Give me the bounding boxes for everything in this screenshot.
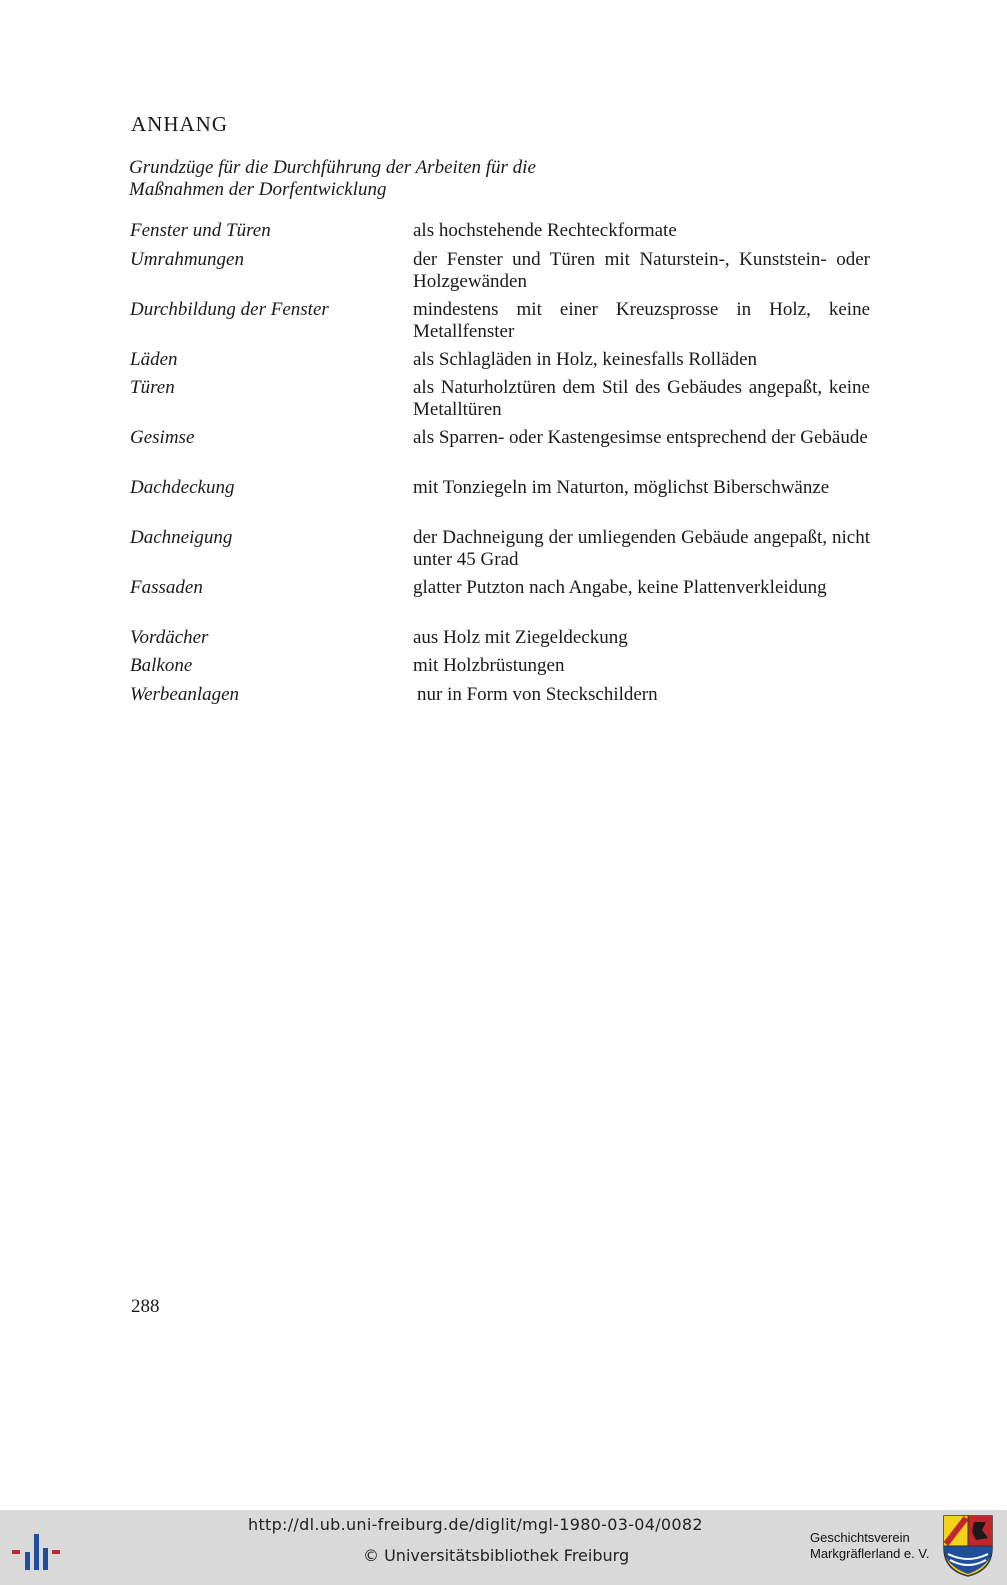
- rule-term: Dachneigung: [130, 527, 233, 548]
- rule-definition: mit Holzbrüstungen: [413, 655, 565, 676]
- subtitle-line: Grundzüge für die Durchführung der Arbeiten für die: [129, 157, 536, 178]
- rule-definition: als Schlagläden in Holz, keinesfalls Rolläden: [413, 349, 758, 370]
- ub-freiburg-logo-icon: [12, 1530, 62, 1574]
- rule-term: Werbeanlagen: [130, 684, 240, 705]
- rule-term: Fassaden: [130, 577, 203, 598]
- coat-of-arms-icon: [942, 1514, 994, 1578]
- rule-definition: als Naturholztüren dem Stil des Gebäudes angepaßt, keine Metalltüren: [413, 377, 870, 420]
- rule-definition: nur in Form von Steckschildern: [417, 684, 658, 705]
- copyright-text: © Universitätsbibliothek Freiburg: [363, 1546, 630, 1565]
- permalink-url[interactable]: http://dl.ub.uni-freiburg.de/diglit/mgl-1980-03-04/0082: [248, 1515, 703, 1534]
- rule-term: Durchbildung der Fenster: [130, 299, 329, 320]
- rule-term: Balkone: [130, 655, 193, 676]
- page-number: 288: [131, 1296, 160, 1317]
- rule-definition: glatter Putzton nach Angabe, keine Plattenverkleidung: [413, 577, 827, 598]
- rule-definition: der Fenster und Türen mit Naturstein-, Kunststein- oder Holzgewänden: [413, 249, 870, 292]
- society-name-line: Markgräflerland e. V.: [810, 1546, 930, 1561]
- section-subtitle: [129, 157, 649, 201]
- rule-term: Dachdeckung: [130, 477, 235, 498]
- society-name: [810, 1530, 940, 1562]
- rule-term: Umrahmungen: [130, 249, 244, 270]
- society-name-line: Geschichtsverein: [810, 1530, 910, 1545]
- rule-definition: als hochstehende Rechteckformate: [413, 220, 677, 241]
- rule-term: Vordächer: [130, 627, 209, 648]
- rule-term: Gesimse: [130, 427, 195, 448]
- subtitle-line: Maßnahmen der Dorfentwicklung: [129, 179, 387, 200]
- footer-bar: [0, 1510, 1007, 1585]
- rule-definition: als Sparren- oder Kastengesimse entsprechend der Gebäude: [413, 427, 868, 448]
- rule-term: Türen: [130, 377, 175, 398]
- rule-definition: mit Tonziegeln im Naturton, möglichst Biberschwänze: [413, 477, 830, 498]
- rule-term: Läden: [130, 349, 178, 370]
- rule-definition: mindestens mit einer Kreuzsprosse in Holz, keine Metallfenster: [413, 299, 870, 342]
- rule-term: Fenster und Türen: [130, 220, 271, 241]
- rule-definition: aus Holz mit Ziegeldeckung: [413, 627, 628, 648]
- rule-definition: der Dachneigung der umliegenden Gebäude angepaßt, nicht unter 45 Grad: [413, 527, 870, 570]
- section-heading: ANHANG: [131, 112, 228, 136]
